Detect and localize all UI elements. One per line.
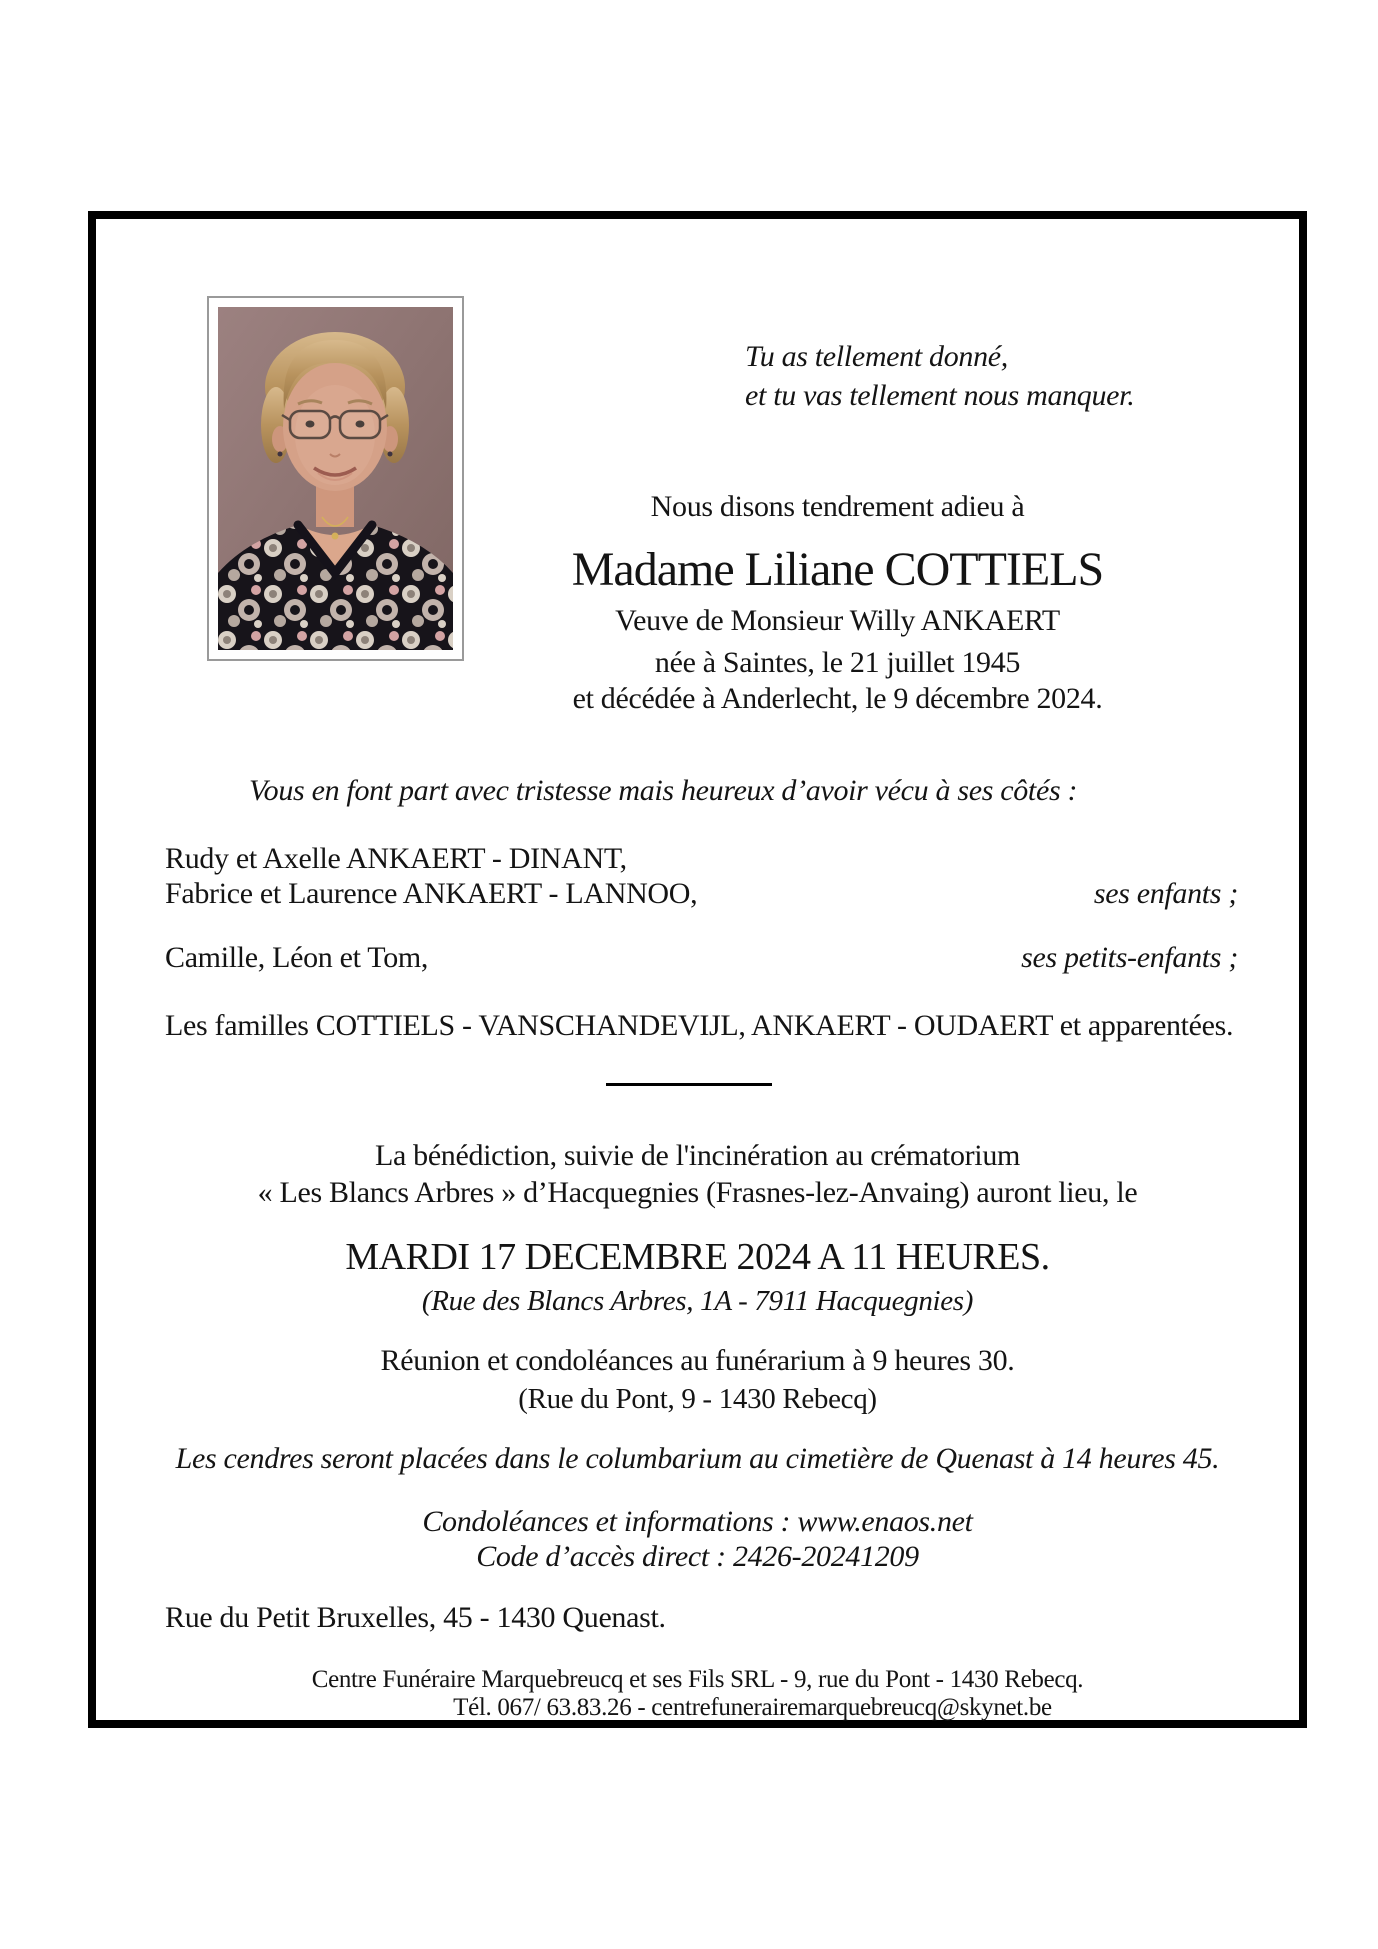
separator-rule	[606, 1083, 772, 1086]
ceremony-line-1: La bénédiction, suivie de l'incinération au crématorium	[374, 1139, 1021, 1172]
memorial-quote-line-1: Tu as tellement donné,	[745, 340, 1008, 373]
memorial-quote	[745, 337, 1134, 415]
birth-line: née à Saintes, le 21 juillet 1945	[654, 646, 1021, 679]
children-label: ses enfants ;	[1093, 877, 1238, 910]
meeting-line: Réunion et condoléances au funérarium à 9 heures 30.	[380, 1344, 1015, 1377]
families-line: Les familles COTTIELS - VANSCHANDEVIJL, ANKAERT - OUDAERT et apparentées.	[165, 1009, 1234, 1042]
ceremony-date: MARDI 17 DECEMBRE 2024 A 11 HEURES.	[345, 1236, 1050, 1278]
announcement-line: Vous en font part avec tristesse mais heureux d’avoir vécu à ses côtés :	[249, 774, 1078, 807]
condolences-access-code: Code d’accès direct : 2426-20241209	[476, 1540, 919, 1573]
grandchildren-line: Camille, Léon et Tom,	[165, 941, 429, 974]
deceased-name: Madame Liliane COTTIELS	[571, 543, 1104, 596]
crematorium-address: (Rue des Blancs Arbres, 1A - 7911 Hacquegnies)	[421, 1285, 974, 1317]
deceased-widow-line: Veuve de Monsieur Willy ANKAERT	[615, 604, 1060, 637]
grandchildren-label: ses petits-enfants ;	[1021, 941, 1238, 974]
death-line: et décédée à Anderlecht, le 9 décembre 2024.	[572, 682, 1103, 715]
memorial-quote-line-2: et tu vas tellement nous manquer.	[745, 379, 1135, 412]
funeral-home-contact: Tél. 067/ 63.83.26 - centrefunerairemarquebreucq@skynet.be	[453, 1694, 1052, 1721]
ashes-line: Les cendres seront placées dans le columbarium au cimetière de Quenast à 14 heures 45.	[175, 1442, 1220, 1475]
ceremony-line-2: « Les Blancs Arbres » d’Hacquegnies (Frasnes-lez-Anvaing) auront lieu, le	[257, 1176, 1138, 1209]
funeral-home-line: Centre Funéraire Marquebreucq et ses Fils SRL - 9, rue du Pont - 1430 Rebecq.	[311, 1666, 1084, 1693]
children-line-2: Fabrice et Laurence ANKAERT - LANNOO,	[165, 877, 698, 910]
funerarium-address: (Rue du Pont, 9 - 1430 Rebecq)	[518, 1383, 877, 1415]
home-address: Rue du Petit Bruxelles, 45 - 1430 Quenast.	[165, 1601, 666, 1634]
condolences-info: Condoléances et informations : www.enaos.net	[422, 1505, 973, 1538]
children-line-1: Rudy et Axelle ANKAERT - DINANT,	[165, 842, 627, 875]
portrait-illustration	[218, 307, 453, 650]
farewell-intro: Nous disons tendrement adieu à	[650, 490, 1025, 523]
announcement-frame	[88, 211, 1307, 1728]
